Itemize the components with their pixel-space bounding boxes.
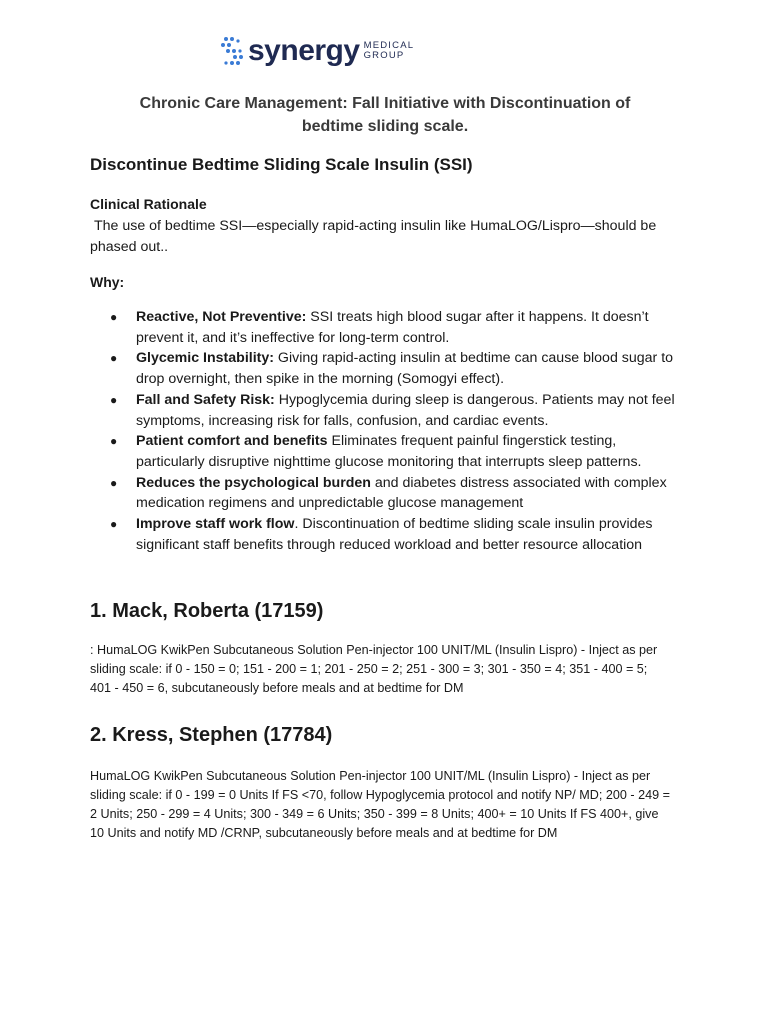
- bullet-icon: ●: [110, 434, 118, 449]
- reasons-list: [90, 307, 682, 555]
- bullet-icon: ●: [110, 475, 118, 490]
- bullet-icon: ●: [110, 351, 118, 366]
- patient-heading: 2. Kress, Stephen (17784): [90, 724, 333, 746]
- rationale-heading: Clinical Rationale: [90, 196, 207, 212]
- reason-title: Reduces the psychological burden: [136, 474, 371, 491]
- reason-title: Glycemic Instability:: [136, 350, 274, 367]
- bullet-icon: ●: [110, 392, 118, 407]
- reason-title: Reactive, Not Preventive:: [136, 309, 307, 325]
- list-item: [90, 431, 682, 472]
- bullet-icon: ●: [110, 517, 118, 532]
- document-title-line-2: bedtime sliding scale.: [301, 118, 469, 135]
- medication-order: : HumaLOG KwikPen Subcutaneous Solution Pen-injector 100 UNIT/ML (Insulin Lispro) - Inject as per sliding scale: if 0 - 150 = 0; 151 - 200 = 1; 201 - 250 = 2; 251 - 300 = 3; 301 - 350 = 4; 351 - 400 = 5; 401 - 450 = 6, subcutaneously before meals and at bedtime for DM: [90, 643, 658, 695]
- reason-text: Hypoglycemia during sleep is dangerous. Patients may not feel symptoms, increasing risk for falls, confusion, and cardiac events.: [136, 391, 675, 429]
- document-title: [90, 92, 680, 138]
- list-item: [90, 390, 682, 431]
- list-item: [90, 348, 682, 389]
- reason-text: and diabetes distress associated with complex medication regimens and unpredictable glucose management: [136, 474, 667, 512]
- bullet-icon: ●: [110, 310, 118, 324]
- company-logo: [220, 34, 414, 68]
- section-heading: Discontinue Bedtime Sliding Scale Insulin (SSI): [90, 155, 473, 174]
- reason-text: SSI treats high blood sugar after it happens. It doesn’t prevent it, and it’s ineffective for long-term control.: [136, 309, 649, 346]
- why-label: Why:: [90, 274, 125, 290]
- logo-subtitle: [364, 41, 415, 61]
- list-item: [90, 473, 682, 514]
- reason-text: Giving rapid-acting insulin at bedtime can cause blood sugar to drop overnight, then spike in the morning (Somogyi effect).: [136, 350, 674, 388]
- logo-wordmark: synergy: [248, 34, 360, 67]
- reason-title: Improve staff work flow: [136, 516, 295, 533]
- rationale-text: The use of bedtime SSI—especially rapid-acting insulin like HumaLOG/Lispro—should be phased out..: [90, 218, 661, 255]
- logo-subtitle-line-2: GROUP: [363, 50, 405, 61]
- reason-text: . Discontinuation of bedtime sliding scale insulin provides significant staff benefits through reduced workload and better resource allocation: [136, 516, 653, 553]
- synergy-logo-icon: [220, 36, 244, 66]
- patient-heading: 1. Mack, Roberta (17159): [90, 600, 324, 622]
- list-item: [90, 307, 682, 348]
- document-title-line-1: Chronic Care Management: Fall Initiative with Discontinuation of: [139, 95, 631, 112]
- medication-order: HumaLOG KwikPen Subcutaneous Solution Pen-injector 100 UNIT/ML (Insulin Lispro) - Inject as per sliding scale: if 0 - 199 = 0 Units If FS <70, follow Hypoglycemia protocol and notify NP/ MD; 200 - 249 = 2 Units; 250 - 299 = 4 Units; 300 - 349 = 6 Units; 350 - 399 = 8 Units; 400+ = 10 Units If FS 400+, give 10 Units and notify MD /CRNP, subcutaneously before meals and at bedtime for DM: [90, 769, 670, 840]
- logo-subtitle-line-1: MEDICAL: [363, 40, 415, 51]
- reason-title: Fall and Safety Risk:: [136, 391, 275, 408]
- reason-text: Eliminates frequent painful fingerstick testing, particularly disruptive nighttime glucose monitoring that interrupts sleep patterns.: [136, 433, 642, 470]
- list-item: [90, 514, 682, 555]
- reason-title: Patient comfort and benefits: [136, 433, 328, 450]
